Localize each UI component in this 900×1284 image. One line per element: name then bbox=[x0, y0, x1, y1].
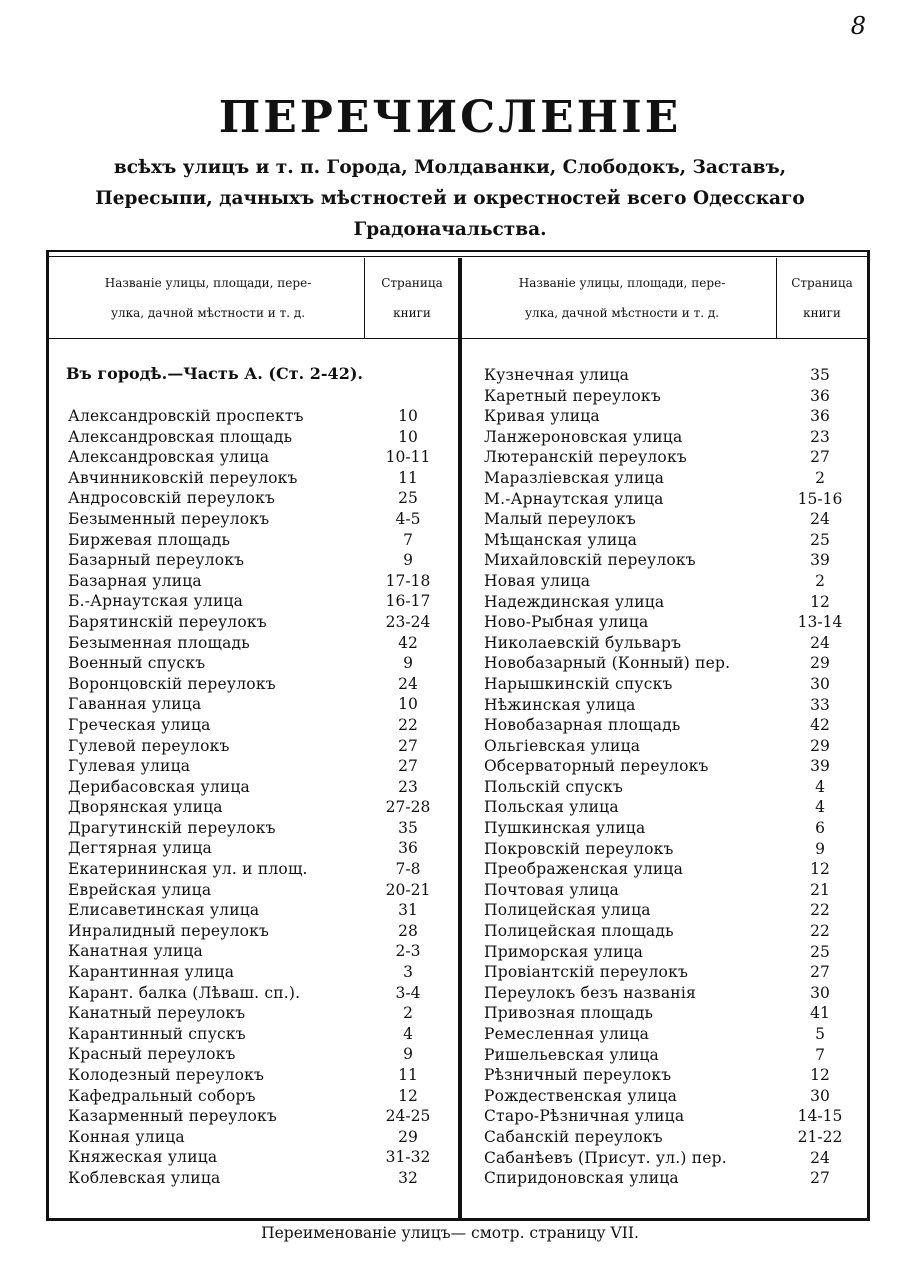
street-name: Провіантскій переулокъ bbox=[484, 963, 689, 982]
street-name: Конная улица bbox=[68, 1127, 185, 1146]
list-item bbox=[484, 1065, 864, 1086]
page-ref: 17-18 bbox=[385, 571, 431, 590]
street-name: Старо-Рѣзничная улица bbox=[484, 1107, 685, 1126]
page-ref: 12 bbox=[810, 1066, 830, 1085]
page-ref: 32 bbox=[398, 1168, 418, 1187]
page-ref: 35 bbox=[810, 366, 830, 384]
list-item bbox=[68, 838, 458, 859]
list-item bbox=[484, 509, 864, 530]
list-item bbox=[484, 653, 864, 674]
street-name: Обсерваторный переулокъ bbox=[484, 757, 709, 776]
list-item bbox=[484, 695, 864, 716]
street-name: Еврейская улица bbox=[68, 880, 212, 899]
street-name: Канатный переулокъ bbox=[68, 1004, 246, 1023]
header-page-right bbox=[780, 268, 864, 328]
page-ref: 30 bbox=[810, 1086, 830, 1105]
page-ref: 21 bbox=[810, 880, 830, 899]
table-top-rule-thin bbox=[46, 256, 870, 257]
list-item bbox=[68, 530, 458, 551]
street-name: Б.-Арнаутская улица bbox=[68, 592, 244, 611]
page-ref: 39 bbox=[810, 551, 830, 570]
street-name: Карант. балка (Лѣваш. сп.). bbox=[68, 983, 301, 1002]
list-item bbox=[68, 1147, 458, 1168]
street-name: Греческая улица bbox=[68, 715, 211, 734]
list-item bbox=[484, 550, 864, 571]
street-name: Безыменный переулокъ bbox=[68, 509, 270, 528]
street-name: Новобазарная площадь bbox=[484, 716, 681, 735]
list-item bbox=[68, 777, 458, 798]
list-item bbox=[68, 962, 458, 983]
list-item bbox=[68, 797, 458, 818]
list-item bbox=[484, 962, 864, 983]
list-item bbox=[68, 1065, 458, 1086]
page-ref: 35 bbox=[398, 818, 418, 837]
list-item bbox=[68, 612, 458, 633]
list-item bbox=[68, 1168, 458, 1189]
street-name: Дворянская улица bbox=[68, 798, 223, 817]
list-item bbox=[68, 983, 458, 1004]
list-item bbox=[68, 509, 458, 530]
street-name: Ольгіевская улица bbox=[484, 736, 641, 755]
page-ref: 27 bbox=[398, 736, 418, 755]
page-ref: 2-3 bbox=[395, 942, 421, 961]
street-name: Ново-Рыбная улица bbox=[484, 613, 649, 632]
right-entries-list bbox=[484, 365, 864, 1189]
list-item bbox=[68, 859, 458, 880]
page-ref: 9 bbox=[403, 1045, 413, 1064]
page-ref: 7-8 bbox=[395, 860, 421, 879]
list-item bbox=[68, 427, 458, 448]
table-top-rule bbox=[46, 250, 870, 252]
list-item bbox=[68, 900, 458, 921]
list-item bbox=[68, 447, 458, 468]
list-item bbox=[484, 592, 864, 613]
list-item bbox=[484, 1127, 864, 1148]
page-ref: 27 bbox=[810, 448, 830, 467]
column-divider bbox=[364, 258, 365, 338]
list-item bbox=[68, 406, 458, 427]
page-ref: 11 bbox=[398, 1066, 418, 1084]
list-item bbox=[484, 1086, 864, 1107]
list-item bbox=[484, 900, 864, 921]
street-name: Канатная улица bbox=[68, 942, 203, 961]
list-item bbox=[68, 571, 458, 592]
street-name: Александровскій проспектъ bbox=[68, 407, 304, 425]
street-name: Николаевскій бульваръ bbox=[484, 633, 682, 652]
page-ref: 10-11 bbox=[385, 448, 431, 467]
street-name: Приморская улица bbox=[484, 942, 644, 961]
page-number: 8 bbox=[850, 12, 866, 40]
street-name: Пушкинская улица bbox=[484, 819, 646, 838]
page-ref: 9 bbox=[403, 654, 413, 673]
subtitle-line: Пересыпи, дачныхъ мѣстностей и окрестностей всего Одесскаго bbox=[95, 188, 805, 209]
page-ref: 25 bbox=[810, 530, 830, 549]
street-name: Гулевая улица bbox=[68, 757, 191, 776]
footer-note: Переименованіе улицъ— смотр. страницу VII. bbox=[261, 1224, 639, 1242]
list-item bbox=[68, 694, 458, 715]
page-ref: 10 bbox=[398, 427, 418, 446]
street-name: Базарная улица bbox=[68, 571, 202, 590]
page-ref: 15-16 bbox=[797, 489, 843, 508]
subtitle bbox=[60, 152, 840, 245]
street-name: Сабанѣевъ (Присут. ул.) пер. bbox=[484, 1148, 727, 1167]
page-ref: 22 bbox=[810, 901, 830, 920]
subtitle-line: всѣхъ улицъ и т. п. Города, Молдаванки, Слободокъ, Заставъ, bbox=[113, 157, 787, 178]
list-item bbox=[68, 653, 458, 674]
page-ref: 4 bbox=[815, 798, 825, 817]
page-ref: 25 bbox=[810, 942, 830, 961]
street-name: Польская улица bbox=[484, 798, 619, 817]
page-ref: 27-28 bbox=[385, 798, 431, 817]
header-text: улка, дачной мѣстности и т. д. bbox=[110, 306, 306, 320]
street-name: Рѣзничный переулокъ bbox=[484, 1066, 672, 1085]
street-name: Лютеранскій переулокъ bbox=[484, 448, 687, 467]
page-ref: 3-4 bbox=[395, 983, 421, 1002]
left-entries-list bbox=[68, 406, 458, 1189]
list-item bbox=[484, 880, 864, 901]
list-item bbox=[484, 427, 864, 448]
street-name: Казарменный переулокъ bbox=[68, 1107, 277, 1126]
page-ref: 23 bbox=[398, 777, 418, 796]
list-item bbox=[68, 1003, 458, 1024]
page-ref: 7 bbox=[403, 530, 413, 549]
list-item bbox=[68, 1024, 458, 1045]
page-ref: 39 bbox=[810, 757, 830, 776]
street-name: Дерибасовская улица bbox=[68, 777, 250, 796]
street-name: Авчинниковскій переулокъ bbox=[68, 468, 298, 487]
page-ref: 27 bbox=[810, 963, 830, 982]
list-item bbox=[68, 468, 458, 489]
header-text: книги bbox=[803, 306, 841, 320]
list-item bbox=[484, 447, 864, 468]
page-ref: 23-24 bbox=[385, 612, 431, 631]
page-ref: 42 bbox=[810, 716, 830, 735]
list-item bbox=[484, 1148, 864, 1169]
page-ref: 29 bbox=[810, 654, 830, 673]
header-text: Названіе улицы, площади, пере- bbox=[518, 276, 726, 290]
page-ref: 42 bbox=[398, 633, 418, 652]
header-name-left bbox=[58, 268, 358, 328]
street-name: Коблевская улица bbox=[68, 1168, 221, 1187]
list-item bbox=[484, 1024, 864, 1045]
page-ref: 22 bbox=[810, 922, 830, 941]
page-title: ПЕРЕЧИСЛЕНІЕ bbox=[218, 92, 682, 143]
page-ref: 4 bbox=[815, 777, 825, 796]
page-ref: 36 bbox=[810, 407, 830, 426]
page-ref: 14-15 bbox=[797, 1107, 843, 1126]
street-name: Привозная площадь bbox=[484, 1004, 654, 1023]
street-name: Драгутинскій переулокъ bbox=[68, 818, 276, 837]
list-item bbox=[484, 633, 864, 654]
subtitle-line: Градоначальства. bbox=[353, 219, 547, 240]
street-name: Базарный переулокъ bbox=[68, 551, 245, 570]
page-ref: 24 bbox=[810, 510, 830, 529]
street-name: Новобазарный (Конный) пер. bbox=[484, 654, 731, 673]
page-ref: 21-22 bbox=[797, 1127, 843, 1146]
list-item bbox=[484, 612, 864, 633]
street-name: Красный переулокъ bbox=[68, 1045, 236, 1064]
list-item bbox=[484, 489, 864, 510]
list-item bbox=[484, 715, 864, 736]
list-item bbox=[68, 633, 458, 654]
list-item bbox=[68, 1106, 458, 1127]
street-name: Кафедральный соборъ bbox=[68, 1086, 256, 1105]
list-item bbox=[484, 983, 864, 1004]
street-name: Александровская площадь bbox=[68, 427, 293, 446]
list-item bbox=[68, 921, 458, 942]
page-ref: 23 bbox=[810, 427, 830, 446]
page-ref: 9 bbox=[403, 551, 413, 570]
street-name: Воронцовскій переулокъ bbox=[68, 674, 276, 693]
list-item bbox=[68, 1044, 458, 1065]
street-name: Нѣжинская улица bbox=[484, 695, 636, 714]
page-ref: 3 bbox=[403, 963, 413, 982]
list-item bbox=[484, 921, 864, 942]
list-item bbox=[484, 839, 864, 860]
list-item bbox=[68, 880, 458, 901]
page-ref: 11 bbox=[398, 468, 418, 487]
list-item bbox=[484, 571, 864, 592]
page-ref: 10 bbox=[398, 407, 418, 425]
street-name: Кузнечная улица bbox=[484, 366, 630, 384]
list-item bbox=[484, 818, 864, 839]
page-ref: 36 bbox=[810, 386, 830, 405]
page-ref: 6 bbox=[815, 819, 825, 838]
page-ref: 41 bbox=[810, 1004, 830, 1023]
street-name: Михайловскій переулокъ bbox=[484, 551, 696, 570]
page-ref: 25 bbox=[398, 489, 418, 508]
list-item bbox=[68, 941, 458, 962]
street-name: Кривая улица bbox=[484, 407, 600, 426]
page-ref: 2 bbox=[815, 468, 825, 487]
list-item bbox=[68, 1127, 458, 1148]
street-name: Почтовая улица bbox=[484, 880, 619, 899]
page-ref: 28 bbox=[398, 921, 418, 940]
header-text: Страница bbox=[381, 276, 443, 290]
page-ref: 30 bbox=[810, 674, 830, 693]
page-ref: 10 bbox=[398, 695, 418, 714]
street-name: Барятинскій переулокъ bbox=[68, 612, 267, 631]
page-ref: 27 bbox=[810, 1169, 830, 1188]
street-name: Ремесленная улица bbox=[484, 1025, 650, 1043]
street-name: Елисаветинская улица bbox=[68, 901, 260, 920]
street-name: Малый переулокъ bbox=[484, 510, 636, 529]
list-item bbox=[68, 715, 458, 736]
page-ref: 5 bbox=[815, 1025, 825, 1043]
list-item bbox=[484, 756, 864, 777]
street-name: Военный спускъ bbox=[68, 654, 206, 673]
list-item bbox=[68, 1086, 458, 1107]
page-ref: 16-17 bbox=[385, 592, 431, 611]
street-name: Княжеская улица bbox=[68, 1148, 218, 1167]
list-item bbox=[484, 674, 864, 695]
list-item bbox=[68, 756, 458, 777]
header-page-left bbox=[368, 268, 456, 328]
page-ref: 29 bbox=[398, 1127, 418, 1146]
list-item bbox=[484, 386, 864, 407]
page-ref: 13-14 bbox=[797, 613, 843, 632]
list-item bbox=[484, 736, 864, 757]
center-divider bbox=[458, 258, 462, 1218]
list-item bbox=[68, 736, 458, 757]
street-name: Ришельевская улица bbox=[484, 1045, 659, 1064]
street-name: Колодезный переулокъ bbox=[68, 1066, 265, 1084]
page-ref: 4 bbox=[403, 1024, 413, 1043]
page-ref: 24 bbox=[810, 1148, 830, 1167]
street-name: Биржевая площадь bbox=[68, 530, 231, 549]
street-name: Покровскій переулокъ bbox=[484, 839, 674, 858]
list-item bbox=[484, 530, 864, 551]
page-ref: 36 bbox=[398, 839, 418, 858]
list-item bbox=[68, 674, 458, 695]
street-name: Полицейская площадь bbox=[484, 922, 674, 941]
header-text: Страница bbox=[791, 276, 853, 290]
street-name: Сабанскій переулокъ bbox=[484, 1127, 663, 1146]
page-ref: 20-21 bbox=[385, 880, 431, 899]
list-item bbox=[484, 1045, 864, 1066]
list-item bbox=[484, 1168, 864, 1189]
list-item bbox=[484, 1106, 864, 1127]
street-name: Безыменная площадь bbox=[68, 633, 250, 652]
street-name: Каретный переулокъ bbox=[484, 386, 661, 405]
header-text: улка, дачной мѣстности и т. д. bbox=[524, 306, 720, 320]
page-ref: 2 bbox=[403, 1004, 413, 1023]
page-ref: 24-25 bbox=[385, 1107, 431, 1126]
list-item bbox=[484, 942, 864, 963]
street-name: Рождественская улица bbox=[484, 1086, 678, 1105]
street-name: Гаванная улица bbox=[68, 695, 202, 714]
street-name: Спиридоновская улица bbox=[484, 1169, 679, 1188]
street-name: Екатерининская ул. и площ. bbox=[68, 860, 308, 879]
page-ref: 2 bbox=[815, 571, 825, 590]
street-name: Надеждинская улица bbox=[484, 592, 665, 611]
list-item bbox=[68, 818, 458, 839]
page-ref: 12 bbox=[810, 860, 830, 879]
page-ref: 4-5 bbox=[395, 509, 421, 528]
street-name: Карантинная улица bbox=[68, 963, 235, 982]
list-item bbox=[484, 406, 864, 427]
page-ref: 7 bbox=[815, 1045, 825, 1064]
list-item bbox=[484, 468, 864, 489]
page-ref: 27 bbox=[398, 757, 418, 776]
list-item bbox=[484, 777, 864, 798]
header-text: книги bbox=[393, 306, 431, 320]
list-item bbox=[484, 365, 864, 386]
page-ref: 24 bbox=[398, 674, 418, 693]
page-ref: 31 bbox=[398, 901, 418, 920]
page-ref: 9 bbox=[815, 839, 825, 858]
list-item bbox=[68, 591, 458, 612]
street-name: Преображенская улица bbox=[484, 860, 684, 879]
page-ref: 30 bbox=[810, 983, 830, 1002]
street-name: Андросовскій переулокъ bbox=[68, 489, 276, 508]
street-name: Дегтярная улица bbox=[68, 839, 212, 858]
list-item bbox=[484, 1003, 864, 1024]
header-name-right bbox=[472, 268, 772, 328]
street-name: Переулокъ безъ названія bbox=[484, 983, 696, 1002]
page-ref: 12 bbox=[810, 592, 830, 611]
column-divider bbox=[776, 258, 777, 338]
street-name: Инралидный переулокъ bbox=[68, 921, 270, 940]
street-name: Новая улица bbox=[484, 571, 591, 590]
list-item bbox=[68, 550, 458, 571]
page-ref: 24 bbox=[810, 633, 830, 652]
page-ref: 29 bbox=[810, 736, 830, 755]
street-name: Александровская улица bbox=[68, 448, 270, 467]
street-name: Маразліевская улица bbox=[484, 468, 665, 487]
list-item bbox=[68, 488, 458, 509]
section-title: Въ городѣ.—Часть А. (Ст. 2-42). bbox=[66, 364, 363, 383]
street-name: М.-Арнаутская улица bbox=[484, 489, 664, 508]
street-name: Карантинный спускъ bbox=[68, 1024, 246, 1043]
street-name: Мѣщанская улица bbox=[484, 530, 638, 549]
page-ref: 12 bbox=[398, 1086, 418, 1105]
street-name: Польскій спускъ bbox=[484, 777, 624, 796]
street-name: Полицейская улица bbox=[484, 901, 651, 920]
page-ref: 31-32 bbox=[385, 1148, 431, 1167]
list-item bbox=[484, 797, 864, 818]
street-name: Гулевой переулокъ bbox=[68, 736, 230, 755]
street-name: Ланжероновская улица bbox=[484, 427, 683, 446]
header-text: Названіе улицы, площади, пере- bbox=[104, 276, 312, 290]
page-ref: 22 bbox=[398, 715, 418, 734]
page-ref: 33 bbox=[810, 695, 830, 714]
street-name: Нарышкинскій спускъ bbox=[484, 674, 673, 693]
list-item bbox=[484, 859, 864, 880]
